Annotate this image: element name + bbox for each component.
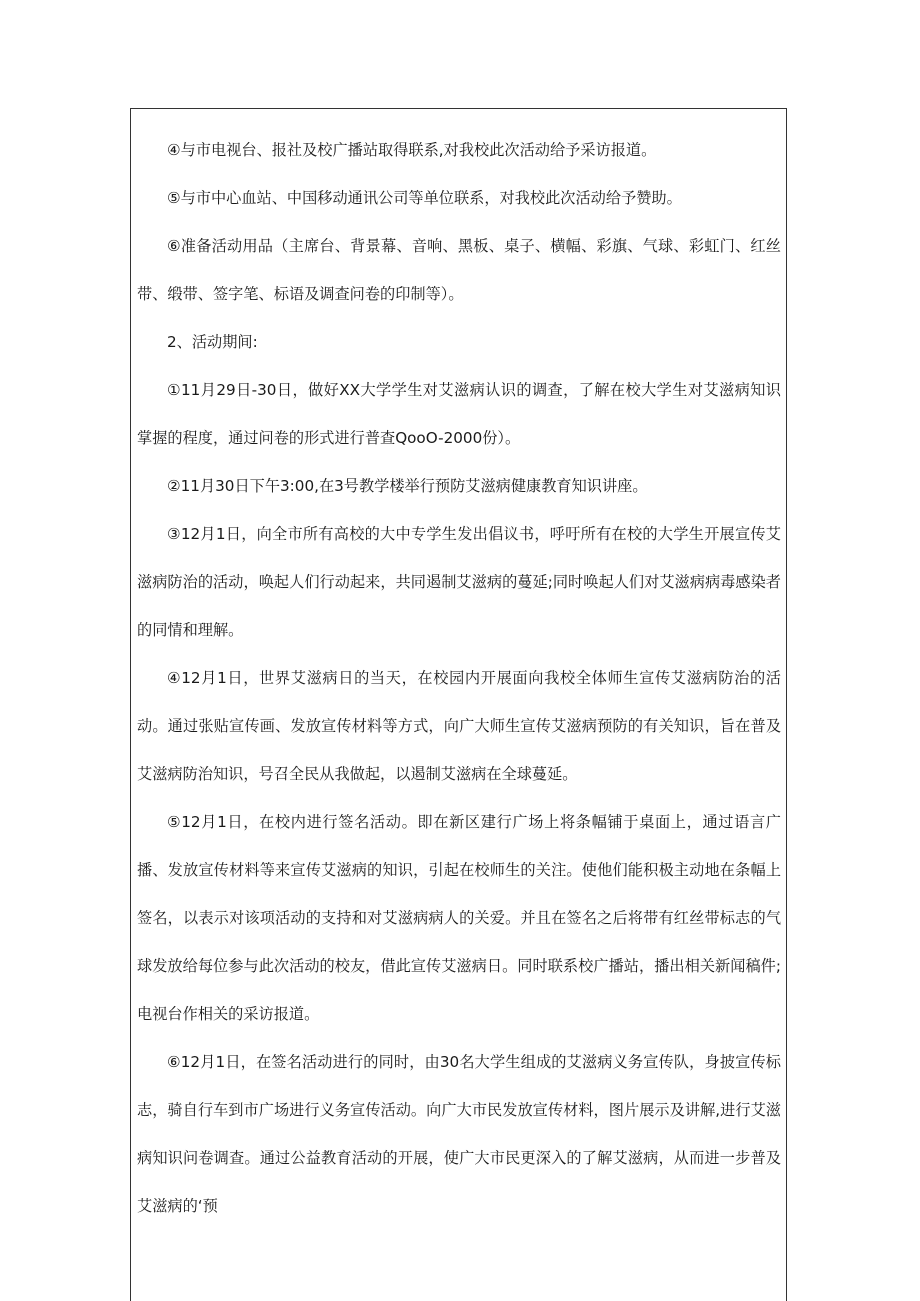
section-heading-activity-period: 2、活动期间: xyxy=(167,333,258,351)
paragraph-lecture: ②11月30日下午3:00,在3号教学楼举行预防艾滋病健康教育知识讲座。 xyxy=(167,477,648,495)
paragraph-contact-media: ④与市电视台、报社及校广播站取得联系,对我校此次活动给予采访报道。 xyxy=(167,141,657,159)
document-body xyxy=(137,126,781,1230)
paragraph-volunteer-team: ⑥12月1日，在签名活动进行的同时，由30名大学生组成的艾滋病义务宣传队，身披宣传标志，骑自行车到市广场进行义务宣传活动。向广大市民发放宣传材料，图片展示及讲解,进行艾滋病知识问卷调查。通过公益教育活动的开展，使广大市民更深入的了解艾滋病，从而进一步普及艾滋病的‘预 xyxy=(137,1053,781,1215)
paragraph-prepare-supplies: ⑥准备活动用品（主席台、背景幕、音响、黑板、桌子、横幅、彩旗、气球、彩虹门、红丝带、缎带、签字笔、标语及调查问卷的印制等）。 xyxy=(137,237,781,303)
paragraph-survey: ①11月29日-30日，做好XX大学学生对艾滋病认识的调查，了解在校大学生对艾滋病知识掌握的程度，通过问卷的形式进行普查QooO-2000份）。 xyxy=(137,381,781,447)
paragraph-proposal: ③12月1日，向全市所有高校的大中专学生发出倡议书，呼吁所有在校的大学生开展宣传艾滋病防治的活动，唤起人们行动起来，共同遏制艾滋病的蔓延;同时唤起人们对艾滋病病毒感染者的同情和理解。 xyxy=(137,525,781,639)
paragraph-world-aids-day: ④12月1日，世界艾滋病日的当天，在校园内开展面向我校全体师生宣传艾滋病防治的活动。通过张贴宣传画、发放宣传材料等方式，向广大师生宣传艾滋病预防的有关知识，旨在普及艾滋病防治知识，号召全民从我做起，以遏制艾滋病在全球蔓延。 xyxy=(137,669,781,783)
paragraph-contact-sponsors: ⑤与市中心血站、中国移动通讯公司等单位联系，对我校此次活动给予赞助。 xyxy=(167,189,682,207)
paragraph-signature-activity: ⑤12月1日，在校内进行签名活动。即在新区建行广场上将条幅铺于桌面上，通过语言广播、发放宣传材料等来宣传艾滋病的知识，引起在校师生的关注。使他们能积极主动地在条幅上签名，以表示对该项活动的支持和对艾滋病病人的关爱。并且在签名之后将带有红丝带标志的气球发放给每位参与此次活动的校友，借此宣传艾滋病日。同时联系校广播站，播出相关新闻稿件;电视台作相关的采访报道。 xyxy=(137,813,781,1023)
